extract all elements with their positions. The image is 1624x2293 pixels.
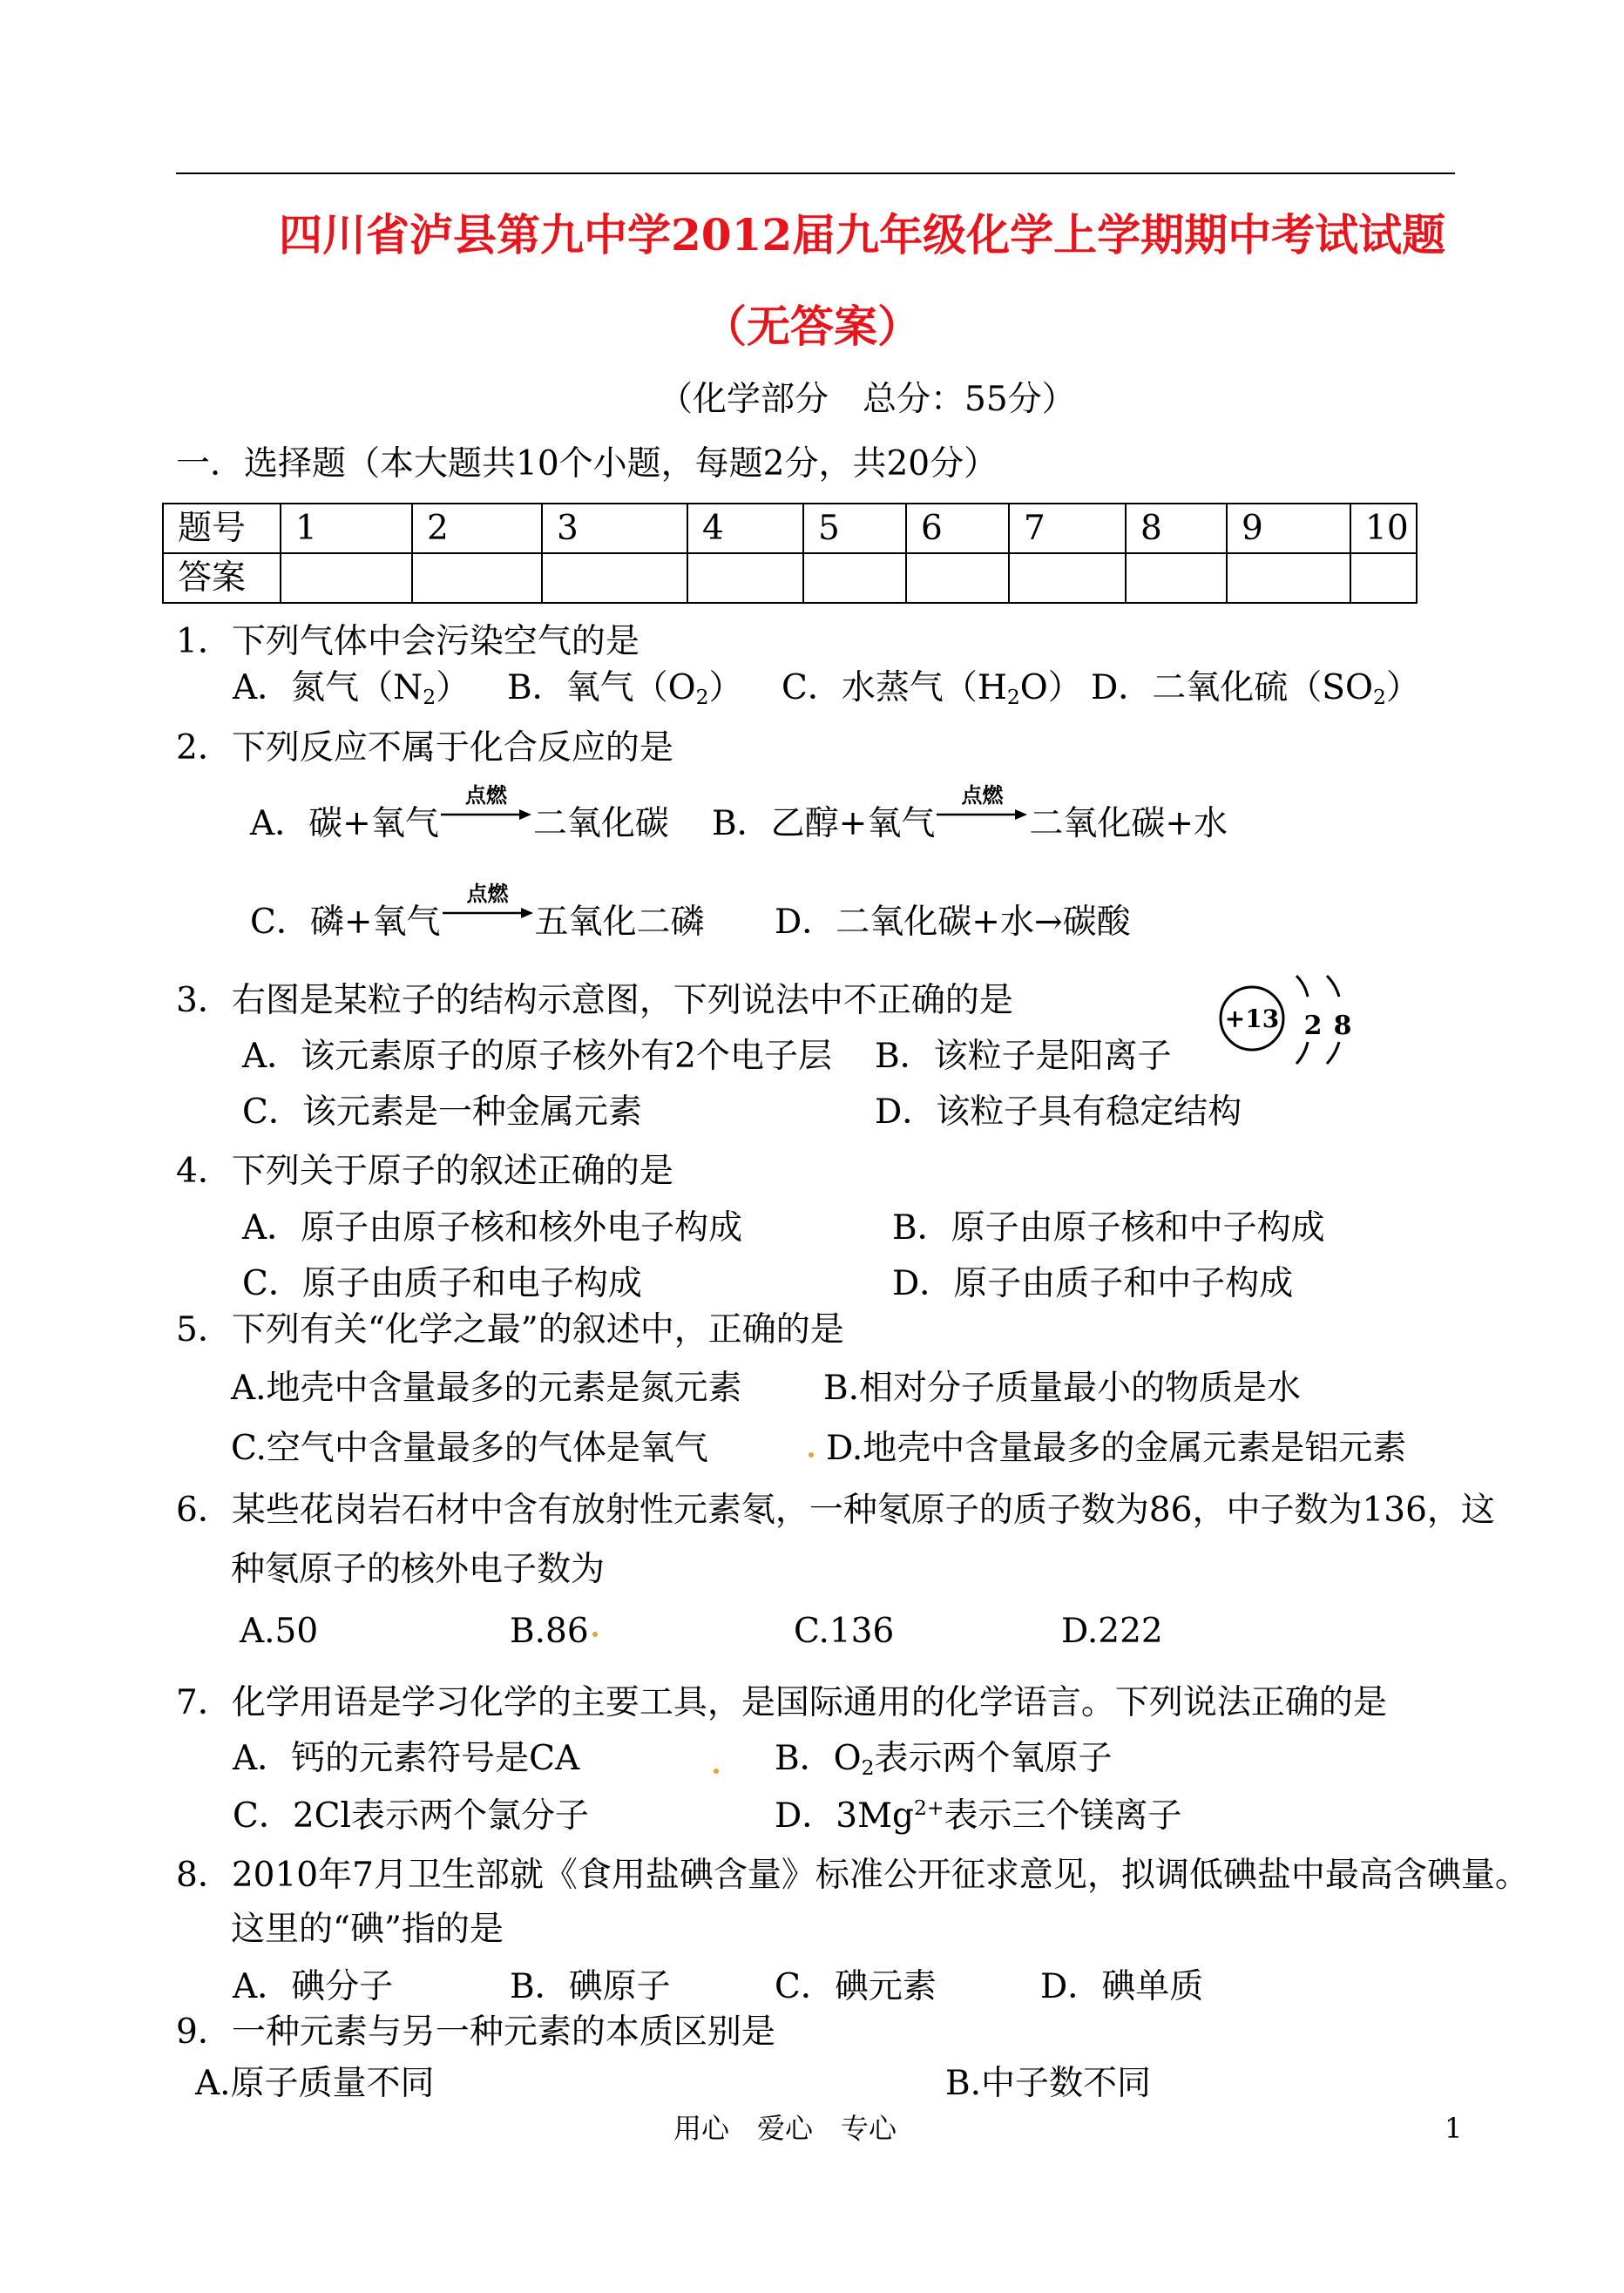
question-6-option-c: C.136: [794, 1612, 895, 1651]
answer-cell: [1126, 553, 1227, 603]
arrow-icon: [441, 808, 531, 822]
question-2-option-c: [250, 881, 705, 943]
answer-table: [162, 503, 1418, 604]
question-number-cell: 2: [412, 504, 542, 553]
question-2-option-b: [712, 782, 1228, 844]
reaction-condition: 点燃: [961, 782, 1004, 808]
option-text: ）: [1385, 668, 1420, 707]
question-number: 7．: [176, 1683, 232, 1722]
section-heading: 一．选择题（本大题共10个小题，每题2分，共20分）: [176, 444, 998, 484]
question-number: 2．: [176, 728, 232, 768]
answer-cell: [542, 553, 687, 603]
option-text: D．二氧化硫（SO: [1091, 668, 1373, 707]
question-9-stem: [176, 2012, 775, 2053]
question-number-cell: 7: [1009, 504, 1126, 553]
question-2-stem: [176, 727, 673, 768]
question-7-option-c: C．2Cl表示两个氯分子: [233, 1796, 589, 1836]
answer-cell: [1009, 553, 1126, 603]
question-number-cell: 8: [1126, 504, 1227, 553]
nucleus-charge: +13: [1224, 1004, 1280, 1033]
question-text: 化学用语是学习化学的主要工具，是国际通用的化学语言。下列说法正确的是: [231, 1683, 1387, 1722]
option-text: B．O: [775, 1739, 862, 1778]
shell-electron-count: 8: [1333, 1011, 1352, 1041]
option-text: ）: [708, 668, 743, 707]
question-8-stem-continued: 这里的“碘”指的是: [231, 1910, 504, 1949]
products: 二氧化碳: [532, 804, 669, 843]
page-number: 1: [1445, 2112, 1463, 2145]
question-number: 8．: [176, 1856, 232, 1895]
question-text: 下列有关“化学之最”的叙述中，正确的是: [231, 1310, 844, 1349]
question-8-option-d: D．碘单质: [1040, 1967, 1204, 2006]
question-7-stem: [176, 1682, 1387, 1723]
question-number: 5．: [176, 1310, 232, 1349]
question-number-cell: 5: [803, 504, 906, 553]
reactants: A．碳+氧气: [250, 804, 439, 843]
reactants: C．磷+氧气: [250, 903, 441, 942]
question-3-option-b: B．该粒子是阳离子: [875, 1037, 1172, 1076]
question-number: 6．: [176, 1491, 232, 1530]
answer-cell: [1227, 553, 1350, 603]
answer-cell: [1350, 553, 1417, 603]
ignition-arrow: [441, 782, 531, 840]
shell-electron-count: 2: [1303, 1011, 1323, 1041]
question-number: 3．: [176, 981, 232, 1020]
question-text: 下列气体中会污染空气的是: [231, 622, 639, 661]
question-text: 2010年7月卫生部就《食用盐碘含量》标准公开征求意见，拟调低碘盐中最高含碘量。: [231, 1856, 1529, 1895]
question-number-cell: 1: [281, 504, 412, 553]
question-1-stem: [176, 621, 639, 662]
subscript: 2: [695, 684, 709, 709]
watermark-speck: [714, 1769, 719, 1774]
question-text: 一种元素与另一种元素的本质区别是: [231, 2012, 775, 2052]
question-number-cell: 10: [1350, 504, 1417, 553]
row-label-answer: 答案: [163, 553, 281, 603]
question-number-cell: 4: [687, 504, 803, 553]
subscript: 2: [423, 684, 436, 709]
option-text: 表示两个氧原子: [874, 1739, 1113, 1778]
exam-title-note: （无答案）: [703, 301, 921, 352]
question-8-stem: [176, 1855, 1529, 1896]
electron-shell-arc: [1327, 1042, 1339, 1064]
answer-cell: [687, 553, 803, 603]
option-text: D．3Mg: [775, 1796, 914, 1836]
answer-cell: [412, 553, 542, 603]
arrow-icon: [443, 906, 533, 920]
question-3-option-d: D．该粒子具有稳定结构: [875, 1092, 1242, 1132]
question-number-row: [163, 504, 1417, 553]
question-number-cell: 6: [906, 504, 1009, 553]
question-3-option-c: C．该元素是一种金属元素: [242, 1092, 642, 1132]
reaction-condition: 点燃: [464, 782, 507, 808]
question-8-option-a: A．碘分子: [233, 1967, 394, 2006]
subscript: 2: [861, 1755, 875, 1780]
question-1-option-d: [1091, 667, 1420, 708]
question-text: 下列反应不属于化合反应的是: [231, 728, 673, 768]
question-number-cell: 3: [542, 504, 687, 553]
question-2-option-a: [250, 782, 669, 844]
option-text: B．氧气（O: [507, 668, 696, 707]
question-1-option-a: [233, 667, 470, 708]
answer-cell: [281, 553, 412, 603]
option-text: A．氮气（N: [233, 668, 423, 707]
question-number: 1．: [176, 622, 232, 661]
reactants: B．乙醇+氧气: [712, 804, 936, 843]
question-7-option-a: A．钙的元素符号是CA: [233, 1739, 580, 1778]
question-4-option-b: B．原子由原子核和中子构成: [892, 1208, 1325, 1248]
reaction-condition: 点燃: [466, 881, 509, 906]
question-4-option-a: A．原子由原子核和核外电子构成: [242, 1208, 743, 1248]
question-number-cell: 9: [1227, 504, 1350, 553]
watermark-speck: [809, 1452, 814, 1458]
question-1-option-c: [782, 667, 1082, 708]
question-5-option-d: D.地壳中含量最多的金属元素是铝元素: [826, 1429, 1407, 1468]
question-number: 9．: [176, 2012, 232, 2052]
question-number: 4．: [176, 1152, 232, 1191]
question-5-option-b: B.相对分子质量最小的物质是水: [823, 1369, 1302, 1408]
question-3-stem: [176, 980, 1013, 1021]
answer-cell: [803, 553, 906, 603]
question-2-option-d: D．二氧化碳+水→碳酸: [775, 903, 1131, 942]
electron-shell-arc: [1296, 1042, 1308, 1064]
superscript: 2+: [913, 1795, 944, 1820]
question-6-option-d: D.222: [1061, 1612, 1163, 1651]
row-label-question-number: 题号: [163, 504, 281, 553]
particle-structure-diagram: [1211, 958, 1363, 1080]
question-4-option-d: D．原子由质子和中子构成: [892, 1264, 1294, 1303]
exam-subtitle: （化学部分 总分：55分）: [659, 380, 1076, 419]
question-7-option-d: [775, 1796, 1181, 1836]
question-4-stem: [176, 1151, 673, 1192]
question-5-option-c: C.空气中含量最多的气体是氧气: [231, 1429, 708, 1468]
option-text: 表示三个镁离子: [944, 1796, 1182, 1836]
ignition-arrow: [443, 881, 533, 938]
subscript: 2: [1372, 684, 1386, 709]
question-1-option-b: [507, 667, 743, 708]
question-text: 某些花岗岩石材中含有放射性元素氡，一种氡原子的质子数为86，中子数为136，这: [231, 1491, 1495, 1530]
electron-shell-arc: [1327, 976, 1339, 997]
arrow-icon: [937, 808, 1027, 822]
answer-row: [163, 553, 1417, 603]
question-6-stem-continued: 种氡原子的核外电子数为: [231, 1550, 606, 1589]
electron-shell-arc: [1296, 976, 1308, 997]
question-text: 下列关于原子的叙述正确的是: [231, 1152, 673, 1191]
products: 五氧化二磷: [534, 903, 705, 942]
header-rule: [176, 172, 1455, 174]
question-9-option-b: B.中子数不同: [945, 2064, 1152, 2103]
option-text: O）: [1019, 668, 1082, 707]
option-text: ）: [436, 668, 470, 707]
question-8-option-c: C．碘元素: [775, 1967, 937, 2006]
question-6-stem: [176, 1490, 1495, 1531]
question-5-option-a: A.地壳中含量最多的元素是氮元素: [231, 1369, 742, 1408]
subscript: 2: [1006, 684, 1020, 709]
question-9-option-a: A.原子质量不同: [195, 2064, 435, 2103]
question-8-option-b: B．碘原子: [510, 1967, 671, 2006]
question-6-option-a: A.50: [240, 1612, 319, 1651]
question-4-option-c: C．原子由质子和电子构成: [242, 1264, 642, 1303]
question-7-option-b: [775, 1738, 1113, 1779]
ignition-arrow: [937, 782, 1027, 840]
answer-cell: [906, 553, 1009, 603]
question-text: 右图是某粒子的结构示意图，下列说法中不正确的是: [231, 981, 1013, 1020]
question-5-stem: [176, 1309, 844, 1350]
question-6-option-b: B.86: [510, 1612, 589, 1651]
watermark-speck: [592, 1632, 598, 1637]
footer-motto: 用心 爱心 专心: [673, 2112, 897, 2145]
option-text: C．水蒸气（H: [782, 668, 1007, 707]
products: 二氧化碳+水: [1029, 804, 1228, 843]
exam-title: 四川省泸县第九中学2012届九年级化学上学期期中考试试题: [279, 209, 1446, 260]
question-3-option-a: A．该元素原子的原子核外有2个电子层: [242, 1037, 832, 1076]
